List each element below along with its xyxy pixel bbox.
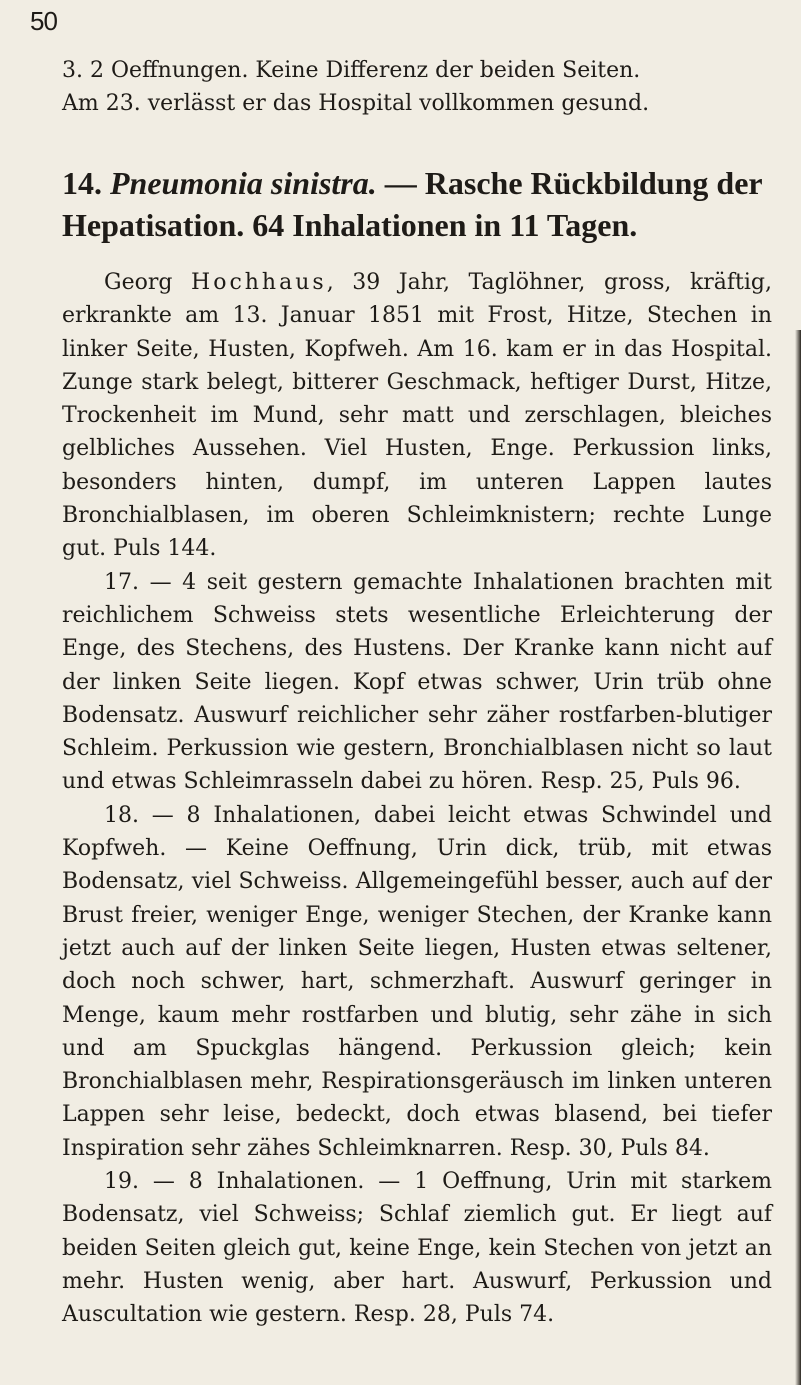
- case-number: 14.: [62, 165, 102, 201]
- intro-line-1: 3. 2 Oeffnungen. Keine Differenz der beiden Seiten.: [62, 58, 641, 83]
- intro-block: [62, 54, 762, 120]
- paragraph-day-17: 17. — 4 seit gestern gemachte Inhalationen brachten mit reichlichem Schweiss stets wesentliche Erleichterung der Enge, des Stechens, des Hustens. Der Kranke kann nicht auf der linken Seite liegen. Kopf etwas schwer, Urin trüb ohne Bodensatz. Auswurf reichlicher sehr zäher rostfarben-blutiger Schleim. Perkussion wie gestern, Bronchialblasen nicht so laut und etwas Schleimrasseln dabei zu hören. Resp. 25, Puls 96.: [62, 569, 772, 795]
- intro-line-2: Am 23. verlässt er das Hospital vollkommen gesund.: [62, 91, 650, 116]
- admission-text: , 39 Jahr, Taglöhner, gross, kräftig, erkrankte am 13. Januar 1851 mit Frost, Hitze, Stechen in linker Seite, Husten, Kopfweh. Am 16. kam er in das Hospital. Zunge stark belegt, bitterer Geschmack, heftiger Durst, Hitze, Trockenheit im Mund, sehr matt und zerschlagen, bleiches gelbliches Aussehen. Viel Husten, Enge. Perkussion links, besonders hinten, dumpf, im unteren Lappen lautes Bronchialblasen, im oberen Schleimknistern; rechte Lunge gut. Puls 144.: [62, 270, 772, 562]
- page-edge-shadow: [795, 330, 801, 1385]
- diagnosis-title: Pneumonia sinistra.: [110, 165, 377, 201]
- patient-first-name: Georg: [104, 270, 173, 295]
- heading-subtitle: — Rasche Rückbildung der Hepatisation. 64 Inhalationen in 11 Tagen.: [62, 165, 763, 243]
- paragraph-day-19: 19. — 8 Inhalationen. — 1 Oeffnung, Urin mit starkem Bodensatz, viel Schweiss; Schlaf ziemlich gut. Er liegt auf beiden Seiten gleich gut, keine Enge, kein Stechen von jetzt an mehr. Husten wenig, aber hart. Auswurf, Perkussion und Auscultation wie gestern. Resp. 28, Puls 74.: [62, 1169, 772, 1328]
- case-report: [62, 266, 772, 1332]
- paragraph-admission: [62, 266, 772, 566]
- patient-last-name: Hochhaus: [191, 270, 327, 295]
- paragraph-day-18: 18. — 8 Inhalationen, dabei leicht etwas Schwindel und Kopfweh. — Keine Oeffnung, Urin dick, trüb, mit etwas Bodensatz, viel Schweiss. Allgemeingefühl besser, auch auf der Brust freier, weniger Enge, weniger Stechen, der Kranke kann jetzt auch auf der linken Seite liegen, Husten etwas seltener, doch noch schwer, hart, schmerzhaft. Auswurf geringer in Menge, kaum mehr rostfarben und blutig, sehr zähe in sich und am Spuckglas hängend. Perkussion gleich; kein Bronchialblasen mehr, Respirationsgeräusch im linken unteren Lappen sehr leise, bedeckt, doch etwas blasend, bei tiefer Inspiration sehr zähes Schleimknarren. Resp. 30, Puls 84.: [62, 802, 772, 1161]
- page-number: 50: [30, 6, 57, 36]
- case-heading: [62, 162, 774, 246]
